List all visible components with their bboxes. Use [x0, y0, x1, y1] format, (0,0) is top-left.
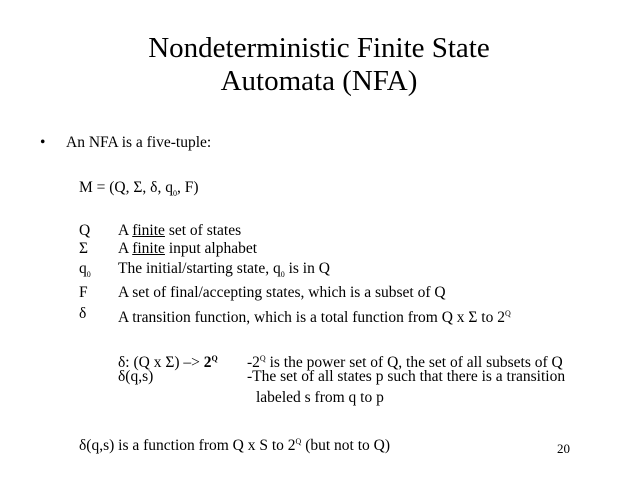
- tuple-prefix: M = (Q, Σ, δ, q: [79, 179, 173, 196]
- function-statement: [79, 433, 390, 455]
- def-symbol: [79, 260, 91, 284]
- def-text: A: [118, 222, 133, 239]
- page-number: 20: [557, 441, 570, 456]
- power-set-text: is the power set of Q, the set of all subsets of Q: [265, 354, 563, 372]
- def-symbol: F: [79, 284, 88, 301]
- bullet-icon: •: [40, 134, 46, 151]
- def-subscript: 0: [280, 270, 285, 280]
- def-text: A: [118, 240, 133, 257]
- power-set-sup: Q: [259, 354, 266, 363]
- def-text: input alphabet: [164, 240, 258, 257]
- def-text: set of states: [164, 222, 242, 239]
- title-line-2: Automata (NFA): [220, 65, 418, 97]
- delta-signature-bold: 2: [203, 354, 212, 372]
- def-text: A transition function, which is a total function from Q x Σ to 2: [118, 309, 505, 327]
- bullet-item: [40, 134, 211, 152]
- delta-signature-sup: Q: [211, 354, 218, 363]
- delta-qs-desc-1: -The set of all states p such that there is a transition: [247, 368, 566, 385]
- def-underlined: finite: [132, 240, 165, 257]
- def-symbol: Σ: [79, 240, 89, 257]
- function-statement-text: (but not to Q): [301, 437, 390, 455]
- tuple-subscript: 0: [172, 189, 177, 199]
- def-superscript: Q: [505, 309, 511, 318]
- def-description: [118, 305, 511, 327]
- tuple-suffix: , F): [176, 179, 199, 196]
- def-underlined: finite: [132, 222, 165, 239]
- slide-title: [0, 32, 638, 98]
- function-statement-text: δ(q,s) is a function from Q x S to 2: [79, 437, 296, 455]
- def-symbol: δ: [79, 305, 87, 322]
- delta-qs-desc-2: labeled s from q to p: [256, 389, 384, 406]
- delta-qs-label: δ(q,s): [118, 368, 154, 385]
- def-symbol-subscript: 0: [86, 270, 91, 280]
- def-description: A set of final/accepting states, which is a subset of Q: [118, 284, 446, 301]
- function-statement-sup: Q: [295, 437, 302, 446]
- delta-signature-text: δ: (Q x Σ) –>: [118, 354, 204, 372]
- def-text: The initial/starting state, q: [118, 260, 281, 277]
- def-text: is in Q: [284, 260, 330, 277]
- title-line-1: Nondeterministic Finite State: [148, 32, 490, 64]
- bullet-text: An NFA is a five-tuple:: [66, 134, 212, 151]
- power-set-pre: -2: [247, 354, 260, 372]
- def-symbol-text: q: [79, 260, 87, 277]
- def-description: [118, 222, 241, 240]
- def-symbol: Q: [79, 222, 91, 239]
- def-description: [118, 240, 257, 258]
- def-description: [118, 260, 330, 284]
- tuple-definition: [79, 179, 199, 203]
